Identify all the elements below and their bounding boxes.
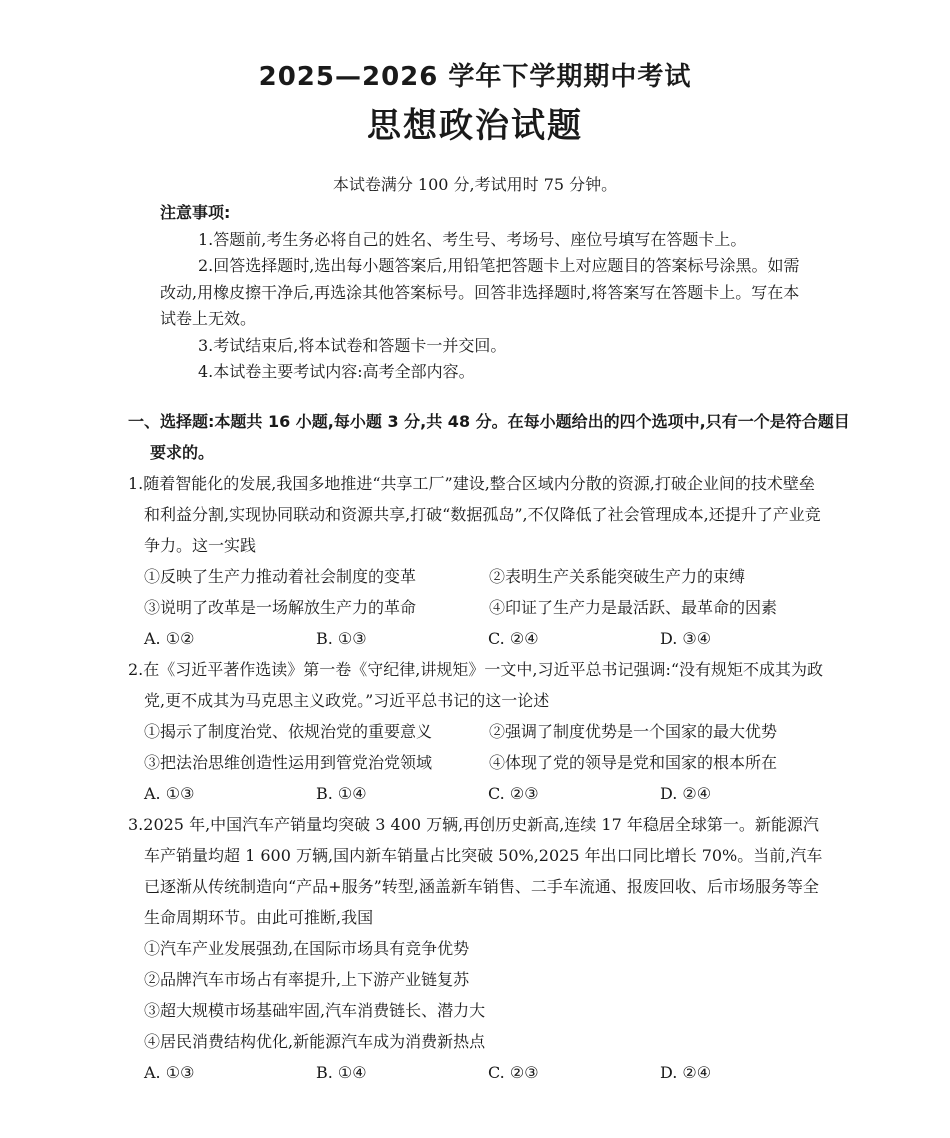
question-3: [128, 809, 828, 1088]
statement-options: [128, 561, 828, 623]
statement-option: ③超大规模市场基础牢固,汽车消费链长、潜力大: [144, 1001, 486, 1020]
statement-option: ②强调了制度优势是一个国家的最大优势: [489, 722, 778, 741]
exam-title: 2025—2026 学年下学期期中考试: [258, 62, 692, 92]
statement-option: ②品牌汽车市场占有率提升,上下游产业链复苏: [144, 970, 470, 989]
section-heading: 一、选择题:本题共 16 小题,每小题 3 分,共 48 分。在每小题给出的四个选项中,只有一个是符合题目要求的。: [128, 412, 850, 462]
question-1: [128, 468, 828, 654]
note-item: 2.回答选择题时,选出每小题答案后,用铅笔把答题卡上对应题目的答案标号涂黑。如需改动,用橡皮擦干净后,再选涂其他答案标号。回答非选择题时,将答案写在答题卡上。写在本试卷上无效。: [160, 256, 800, 328]
statement-option: ③说明了改革是一场解放生产力的革命: [144, 598, 417, 617]
statement-option: ①反映了生产力推动着社会制度的变革: [144, 567, 417, 586]
statement-option: ①汽车产业发展强劲,在国际市场具有竞争优势: [144, 939, 470, 958]
statement-option: ④体现了党的领导是党和国家的根本所在: [489, 753, 778, 772]
note-item: 3.考试结束后,将本试卷和答题卡一并交回。: [198, 335, 507, 355]
note-item: 4.本试卷主要考试内容:高考全部内容。: [198, 362, 475, 381]
statement-option: ③把法治思维创造性运用到管党治党领域: [144, 753, 433, 772]
question-stem: 1.随着智能化的发展,我国多地推进“共享工厂”建设,整合区域内分散的资源,打破企业间的技术壁垒和利益分割,实现协同联动和资源共享,打破“数据孤岛”,不仅降低了社会管理成本,还提升了产业竞争力。这一实践: [128, 474, 821, 555]
choice-d: D. ②④: [660, 784, 712, 803]
choice-a: A. ①②: [144, 629, 195, 648]
choice-c: C. ②③: [488, 1063, 539, 1082]
exam-info: 本试卷满分 100 分,考试用时 75 分钟。: [332, 175, 618, 194]
question-stem: 2.在《习近平著作选读》第一卷《守纪律,讲规矩》一文中,习近平总书记强调:“没有规矩不成其为政党,更不成其为马克思主义政党。”习近平总书记的这一论述: [128, 660, 824, 710]
statement-options: [128, 933, 828, 1057]
notes-title: 注意事项:: [160, 203, 231, 222]
choice-b: B. ①③: [316, 629, 367, 648]
statement-option: ①揭示了制度治党、依规治党的重要意义: [144, 722, 433, 741]
statement-option: ④印证了生产力是最活跃、最革命的因素: [489, 598, 778, 617]
notes-block: [160, 200, 800, 386]
subject-title: 思想政治试题: [367, 106, 583, 146]
question-list: [128, 468, 828, 1088]
answer-choices: [128, 1057, 828, 1088]
question-2: [128, 654, 828, 809]
answer-choices: [128, 778, 828, 809]
answer-choices: [128, 623, 828, 654]
choice-a: A. ①③: [144, 784, 195, 803]
choice-d: D. ②④: [660, 1063, 712, 1082]
choice-c: C. ②③: [488, 784, 539, 803]
note-item: 1.答题前,考生务必将自己的姓名、考生号、考场号、座位号填写在答题卡上。: [198, 229, 747, 249]
choice-a: A. ①③: [144, 1063, 195, 1082]
question-stem: 3.2025 年,中国汽车产销量均突破 3 400 万辆,再创历史新高,连续 17 年稳居全球第一。新能源汽车产销量均超 1 600 万辆,国内新车销量占比突破 50%,2025 年出口同比增长 70%。当前,汽车已逐渐从传统制造向“产品+服务”转型,涵盖新车销售、二手车流通、报废回收、后市场服务等全生命周期环节。由此可推断,我国: [128, 815, 823, 927]
choice-b: B. ①④: [316, 784, 367, 803]
statement-options: [128, 716, 828, 778]
statement-option: ②表明生产关系能突破生产力的束缚: [489, 567, 746, 586]
statement-option: ④居民消费结构优化,新能源汽车成为消费新热点: [144, 1032, 486, 1051]
choice-d: D. ③④: [660, 629, 712, 648]
choice-c: C. ②④: [488, 629, 539, 648]
choice-b: B. ①④: [316, 1063, 367, 1082]
